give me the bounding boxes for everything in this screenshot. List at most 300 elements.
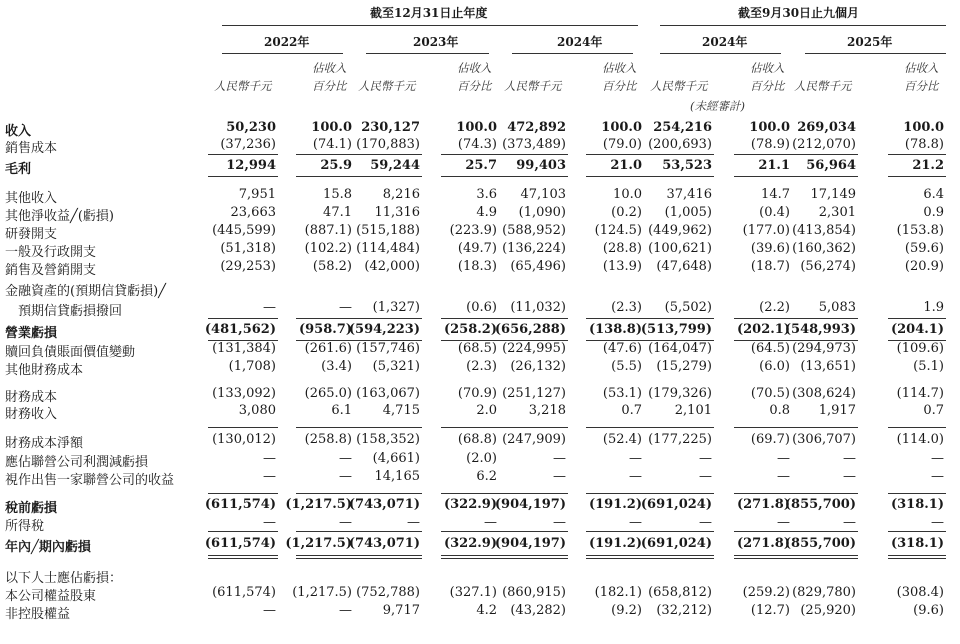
- percent-cell: 25.9: [320, 158, 352, 173]
- percent-cell: (114.0): [896, 432, 944, 447]
- amount-cell: (743,071): [348, 536, 420, 551]
- amount-cell: 4,715: [382, 403, 420, 418]
- subtotal-rule: [352, 558, 422, 559]
- amount-cell: (4,661): [372, 451, 420, 466]
- amount-cell: (163,067): [356, 386, 420, 401]
- percent-cell: (49.7): [457, 241, 497, 256]
- subtotal-rule: [644, 558, 714, 559]
- subtotal-rule: [586, 154, 644, 155]
- amount-cell: (37,236): [220, 137, 276, 152]
- percent-cell: —: [339, 451, 352, 466]
- subtotal-rule: [498, 493, 568, 494]
- amount-cell: 1,917: [818, 403, 856, 418]
- percent-cell: (182.1): [594, 585, 642, 600]
- subtotal-rule: [734, 558, 792, 559]
- amount-cell: (658,812): [648, 585, 712, 600]
- percent-cell: (68.5): [457, 341, 497, 356]
- year-divider: [805, 53, 946, 54]
- unit-rmb-thousand: 人民幣千元: [214, 79, 272, 93]
- percent-cell: (202.1): [736, 322, 790, 337]
- percent-cell: (2.3): [466, 359, 497, 374]
- subtotal-rule: [586, 340, 644, 341]
- year-divider: [512, 53, 633, 54]
- row-label: 收入: [5, 124, 32, 139]
- subtotal-rule: [441, 176, 499, 177]
- amount-cell: (47,648): [656, 259, 712, 274]
- row-label: 毛利: [5, 162, 32, 177]
- row-label: 預期信貸虧損撥回: [5, 304, 123, 319]
- percent-cell: (191.2): [588, 497, 642, 512]
- amount-cell: (43,282): [510, 603, 566, 618]
- amount-cell: 254,216: [653, 120, 712, 135]
- header-nine-months-ended: 截至9月30日止九個月: [738, 6, 860, 20]
- percent-cell: (191.2): [588, 536, 642, 551]
- amount-cell: 7,951: [238, 187, 276, 202]
- amount-cell: (160,362): [792, 241, 856, 256]
- percent-cell: (18.7): [750, 259, 790, 274]
- subtotal-rule: [352, 154, 422, 155]
- amount-cell: 17,149: [810, 187, 856, 202]
- percent-cell: 0.9: [923, 205, 944, 220]
- amount-cell: (251,127): [502, 386, 566, 401]
- amount-cell: (11,032): [510, 300, 566, 315]
- subtotal-rule: [888, 555, 946, 556]
- subtotal-rule: [498, 427, 568, 428]
- year-header: 2025年: [847, 35, 893, 49]
- amount-cell: (32,212): [656, 603, 712, 618]
- amount-cell: (691,024): [640, 536, 712, 551]
- subtotal-rule: [441, 340, 499, 341]
- percent-cell: (102.2): [304, 241, 352, 256]
- amount-cell: (752,788): [356, 585, 420, 600]
- amount-cell: (136,224): [502, 241, 566, 256]
- row-label: 視作出售一家聯營公司的收益: [5, 473, 175, 488]
- subtotal-rule: [441, 493, 499, 494]
- amount-cell: —: [699, 451, 712, 466]
- percent-cell: —: [777, 451, 790, 466]
- percent-cell: 4.2: [476, 603, 497, 618]
- percent-cell: (265.0): [304, 386, 352, 401]
- percent-cell: —: [339, 300, 352, 315]
- amount-cell: 2,101: [674, 403, 712, 418]
- amount-cell: (656,288): [494, 322, 566, 337]
- percent-cell: 100.0: [456, 120, 497, 135]
- percent-cell: (223.9): [449, 223, 497, 238]
- percent-cell: (52.4): [602, 432, 642, 447]
- percent-cell: (887.1): [304, 223, 352, 238]
- row-label: 稅前虧損: [5, 501, 58, 516]
- subtotal-rule: [352, 531, 422, 532]
- percent-cell: (2.2): [759, 300, 790, 315]
- percent-cell: (0.2): [611, 205, 642, 220]
- amount-cell: (904,197): [494, 536, 566, 551]
- amount-cell: 23,663: [230, 205, 276, 220]
- subtotal-rule: [498, 555, 568, 556]
- percent-cell: 14.7: [761, 187, 790, 202]
- amount-cell: (29,253): [220, 259, 276, 274]
- unit-pct-line2: 百分比: [750, 79, 785, 93]
- amount-cell: —: [553, 515, 566, 530]
- amount-cell: (308,624): [792, 386, 856, 401]
- percent-cell: —: [777, 469, 790, 484]
- amount-cell: (611,574): [204, 497, 276, 512]
- subtotal-rule: [586, 555, 644, 556]
- percent-cell: (177.0): [742, 223, 790, 238]
- subtotal-rule: [296, 340, 354, 341]
- percent-cell: 0.8: [769, 403, 790, 418]
- percent-cell: 100.0: [601, 120, 642, 135]
- subtotal-rule: [586, 531, 644, 532]
- subtotal-rule: [788, 558, 858, 559]
- amount-cell: (691,024): [640, 497, 712, 512]
- row-label: 銷售成本: [5, 141, 58, 156]
- subtotal-rule: [296, 558, 354, 559]
- subtotal-rule: [644, 340, 714, 341]
- subtotal-rule: [296, 555, 354, 556]
- amount-cell: (1,005): [664, 205, 712, 220]
- subtotal-rule: [441, 427, 499, 428]
- amount-cell: (179,326): [648, 386, 712, 401]
- divider-years-ended: [222, 25, 638, 26]
- subtotal-rule: [498, 340, 568, 341]
- subtotal-rule: [644, 531, 714, 532]
- unaudited-note: (未經審計): [690, 99, 745, 113]
- amount-cell: —: [407, 515, 420, 530]
- amount-cell: (306,707): [792, 432, 856, 447]
- unit-rmb-thousand: 人民幣千元: [794, 79, 852, 93]
- percent-cell: (153.8): [896, 223, 944, 238]
- year-header: 2023年: [413, 35, 459, 49]
- header-years-ended: 截至12月31日止年度: [370, 6, 488, 20]
- subtotal-rule: [208, 176, 278, 177]
- amount-cell: —: [843, 469, 856, 484]
- subtotal-rule: [586, 176, 644, 177]
- subtotal-rule: [788, 340, 858, 341]
- percent-cell: (109.6): [896, 341, 944, 356]
- amount-cell: (114,484): [356, 241, 420, 256]
- amount-cell: (247,909): [502, 432, 566, 447]
- amount-cell: (15,279): [656, 359, 712, 374]
- percent-cell: (258.8): [304, 432, 352, 447]
- percent-cell: —: [339, 515, 352, 530]
- year-header: 2022年: [264, 35, 310, 49]
- year-header: 2024年: [557, 35, 603, 49]
- amount-cell: (100,621): [648, 241, 712, 256]
- row-label: 營業虧損: [5, 326, 58, 341]
- percent-cell: —: [339, 469, 352, 484]
- amount-cell: 56,964: [806, 158, 856, 173]
- amount-cell: (413,854): [792, 223, 856, 238]
- year-divider: [660, 53, 781, 54]
- percent-cell: 47.1: [323, 205, 352, 220]
- percent-cell: (1,217.5): [285, 536, 352, 551]
- percent-cell: 2.0: [476, 403, 497, 418]
- amount-cell: (200,693): [648, 137, 712, 152]
- amount-cell: (611,574): [204, 536, 276, 551]
- row-label: 其他財務成本: [5, 363, 84, 378]
- percent-cell: (70.9): [457, 386, 497, 401]
- subtotal-rule: [352, 176, 422, 177]
- percent-cell: (114.7): [896, 386, 944, 401]
- amount-cell: (170,883): [356, 137, 420, 152]
- amount-cell: —: [553, 451, 566, 466]
- subtotal-rule: [208, 558, 278, 559]
- subtotal-rule: [352, 493, 422, 494]
- amount-cell: 37,416: [666, 187, 712, 202]
- amount-cell: (743,071): [348, 497, 420, 512]
- subtotal-rule: [888, 318, 946, 319]
- percent-cell: 100.0: [749, 120, 790, 135]
- row-label: 以下人士應佔虧損：: [5, 571, 123, 586]
- amount-cell: (157,746): [356, 341, 420, 356]
- percent-cell: (2.0): [466, 451, 497, 466]
- subtotal-rule: [208, 427, 278, 428]
- subtotal-rule: [734, 318, 792, 319]
- percent-cell: (79.0): [602, 137, 642, 152]
- subtotal-rule: [352, 555, 422, 556]
- percent-cell: (9.6): [913, 603, 944, 618]
- subtotal-rule: [296, 427, 354, 428]
- unit-pct-line1: 佔收入: [457, 61, 492, 75]
- amount-cell: (294,973): [792, 341, 856, 356]
- percent-cell: (69.7): [750, 432, 790, 447]
- amount-cell: (131,384): [212, 341, 276, 356]
- subtotal-rule: [352, 318, 422, 319]
- amount-cell: 12,994: [226, 158, 276, 173]
- amount-cell: 472,892: [507, 120, 566, 135]
- percent-cell: (68.8): [457, 432, 497, 447]
- percent-cell: 6.2: [476, 469, 497, 484]
- percent-cell: (318.1): [890, 536, 944, 551]
- percent-cell: (74.1): [312, 137, 352, 152]
- subtotal-rule: [498, 558, 568, 559]
- unit-pct-line1: 佔收入: [312, 61, 347, 75]
- percent-cell: (0.4): [759, 205, 790, 220]
- amount-cell: (51,318): [220, 241, 276, 256]
- percent-cell: (58.2): [312, 259, 352, 274]
- unit-rmb-thousand: 人民幣千元: [504, 79, 562, 93]
- subtotal-rule: [208, 531, 278, 532]
- percent-cell: (64.5): [750, 341, 790, 356]
- amount-cell: 59,244: [370, 158, 420, 173]
- amount-cell: 14,165: [374, 469, 420, 484]
- amount-cell: 8,216: [382, 187, 420, 202]
- amount-cell: —: [263, 469, 276, 484]
- subtotal-rule: [296, 154, 354, 155]
- percent-cell: (12.7): [750, 603, 790, 618]
- amount-cell: 2,301: [818, 205, 856, 220]
- percent-cell: (47.6): [602, 341, 642, 356]
- percent-cell: (958.7): [298, 322, 352, 337]
- subtotal-rule: [788, 493, 858, 494]
- percent-cell: —: [339, 603, 352, 618]
- subtotal-rule: [734, 427, 792, 428]
- percent-cell: (9.2): [611, 603, 642, 618]
- percent-cell: (20.9): [904, 259, 944, 274]
- percent-cell: 100.0: [311, 120, 352, 135]
- percent-cell: (271.8): [736, 536, 790, 551]
- amount-cell: 9,717: [382, 603, 420, 618]
- percent-cell: 21.2: [912, 158, 944, 173]
- percent-cell: (259.2): [742, 585, 790, 600]
- subtotal-rule: [498, 531, 568, 532]
- unit-pct-line2: 百分比: [457, 79, 492, 93]
- unit-pct-line2: 百分比: [312, 79, 347, 93]
- amount-cell: —: [699, 469, 712, 484]
- unit-pct-line2: 百分比: [602, 79, 637, 93]
- unit-pct-line1: 佔收入: [904, 61, 939, 75]
- percent-cell: (59.6): [904, 241, 944, 256]
- subtotal-rule: [586, 427, 644, 428]
- subtotal-rule: [734, 154, 792, 155]
- amount-cell: (212,070): [792, 137, 856, 152]
- subtotal-rule: [888, 340, 946, 341]
- amount-cell: (373,489): [502, 137, 566, 152]
- percent-cell: 0.7: [621, 403, 642, 418]
- unit-pct-line1: 佔收入: [602, 61, 637, 75]
- amount-cell: (855,700): [784, 497, 856, 512]
- amount-cell: —: [699, 515, 712, 530]
- amount-cell: (1,090): [518, 205, 566, 220]
- amount-cell: (158,352): [356, 432, 420, 447]
- amount-cell: 5,083: [818, 300, 856, 315]
- amount-cell: (829,780): [792, 585, 856, 600]
- row-label: 本公司權益股東: [5, 589, 97, 604]
- amount-cell: —: [553, 469, 566, 484]
- amount-cell: (224,995): [502, 341, 566, 356]
- subtotal-rule: [441, 154, 499, 155]
- row-label: 金融資產的(預期信貸虧損)╱: [5, 284, 166, 299]
- subtotal-rule: [888, 176, 946, 177]
- amount-cell: (1,327): [372, 300, 420, 315]
- amount-cell: 3,218: [528, 403, 566, 418]
- subtotal-rule: [441, 558, 499, 559]
- percent-cell: —: [931, 515, 944, 530]
- amount-cell: (1,708): [228, 359, 276, 374]
- amount-cell: (65,496): [510, 259, 566, 274]
- percent-cell: (18.3): [457, 259, 497, 274]
- percent-cell: (70.5): [750, 386, 790, 401]
- subtotal-rule: [441, 318, 499, 319]
- subtotal-rule: [296, 318, 354, 319]
- percent-cell: (74.3): [457, 137, 497, 152]
- subtotal-rule: [888, 493, 946, 494]
- subtotal-rule: [734, 493, 792, 494]
- amount-cell: (13,651): [800, 359, 856, 374]
- percent-cell: —: [629, 469, 642, 484]
- amount-cell: (481,562): [204, 322, 276, 337]
- percent-cell: —: [629, 515, 642, 530]
- percent-cell: 21.0: [610, 158, 642, 173]
- row-label: 其他收入: [5, 191, 58, 206]
- subtotal-rule: [888, 154, 946, 155]
- percent-cell: (5.5): [611, 359, 642, 374]
- amount-cell: —: [263, 515, 276, 530]
- row-label: 所得稅: [5, 519, 45, 534]
- amount-cell: (25,920): [800, 603, 856, 618]
- percent-cell: (78.8): [904, 137, 944, 152]
- row-label: 其他淨收益╱(虧損): [5, 209, 114, 224]
- subtotal-rule: [586, 493, 644, 494]
- percent-cell: (3.4): [321, 359, 352, 374]
- subtotal-rule: [586, 318, 644, 319]
- percent-cell: (258.2): [443, 322, 497, 337]
- amount-cell: (855,700): [784, 536, 856, 551]
- subtotal-rule: [788, 318, 858, 319]
- amount-cell: 99,403: [516, 158, 566, 173]
- subtotal-rule: [644, 555, 714, 556]
- subtotal-rule: [498, 176, 568, 177]
- amount-cell: (445,599): [212, 223, 276, 238]
- amount-cell: (42,000): [364, 259, 420, 274]
- percent-cell: 4.9: [476, 205, 497, 220]
- amount-cell: (588,952): [502, 223, 566, 238]
- year-divider: [366, 53, 489, 54]
- amount-cell: 230,127: [361, 120, 420, 135]
- percent-cell: 6.1: [331, 403, 352, 418]
- percent-cell: —: [931, 451, 944, 466]
- subtotal-rule: [788, 555, 858, 556]
- row-label: 非控股權益: [5, 607, 71, 622]
- amount-cell: (56,274): [800, 259, 856, 274]
- row-label: 財務成本淨額: [5, 436, 84, 451]
- percent-cell: (39.6): [750, 241, 790, 256]
- subtotal-rule: [208, 154, 278, 155]
- subtotal-rule: [644, 318, 714, 319]
- percent-cell: (0.6): [466, 300, 497, 315]
- percent-cell: (13.9): [602, 259, 642, 274]
- percent-cell: (271.8): [736, 497, 790, 512]
- percent-cell: 15.8: [323, 187, 352, 202]
- amount-cell: (904,197): [494, 497, 566, 512]
- percent-cell: (204.1): [890, 322, 944, 337]
- subtotal-rule: [644, 154, 714, 155]
- amount-cell: (860,915): [502, 585, 566, 600]
- percent-cell: (308.4): [896, 585, 944, 600]
- subtotal-rule: [352, 340, 422, 341]
- subtotal-rule: [208, 318, 278, 319]
- amount-cell: 3,080: [238, 403, 276, 418]
- subtotal-rule: [888, 427, 946, 428]
- subtotal-rule: [734, 555, 792, 556]
- subtotal-rule: [208, 555, 278, 556]
- percent-cell: —: [931, 469, 944, 484]
- subtotal-rule: [734, 176, 792, 177]
- percent-cell: (1,217.5): [292, 585, 352, 600]
- row-label: 財務成本: [5, 390, 58, 405]
- amount-cell: (26,132): [510, 359, 566, 374]
- unit-pct-line2: 百分比: [904, 79, 939, 93]
- percent-cell: —: [777, 515, 790, 530]
- subtotal-rule: [208, 493, 278, 494]
- amount-cell: (594,223): [348, 322, 420, 337]
- unit-rmb-thousand: 人民幣千元: [358, 79, 416, 93]
- percent-cell: —: [484, 515, 497, 530]
- subtotal-rule: [208, 340, 278, 341]
- percent-cell: (53.1): [602, 386, 642, 401]
- percent-cell: (322.9): [443, 536, 497, 551]
- amount-cell: 11,316: [374, 205, 420, 220]
- row-label: 贖回負債賬面價值變動: [5, 345, 136, 360]
- subtotal-rule: [498, 318, 568, 319]
- subtotal-rule: [734, 340, 792, 341]
- amount-cell: —: [843, 451, 856, 466]
- percent-cell: 10.0: [613, 187, 642, 202]
- percent-cell: (28.8): [602, 241, 642, 256]
- row-label: 年內╱期內虧損: [5, 540, 91, 555]
- amount-cell: (449,962): [648, 223, 712, 238]
- amount-cell: 50,230: [226, 120, 276, 135]
